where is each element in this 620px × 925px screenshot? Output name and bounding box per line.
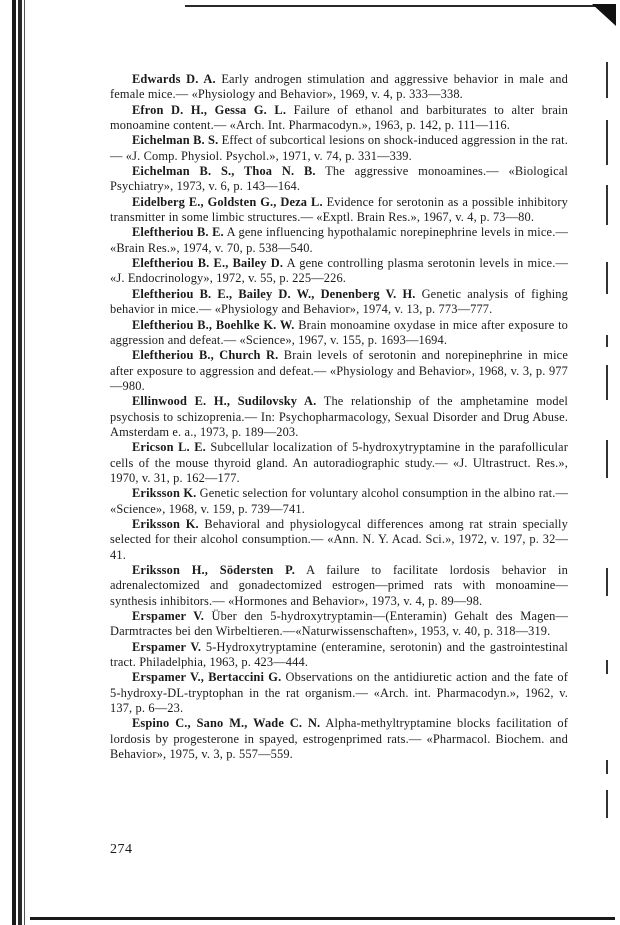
entry-text: The relationship of the amphetamine model psychosis to schizoprenia.— In: Psychopharmacology, Sexual Disorder and Drug Abuse. Amsterdam e. a., 1973, p. 189—203. <box>110 394 568 439</box>
margin-mark <box>606 120 608 165</box>
margin-mark <box>606 365 608 400</box>
margin-mark <box>606 760 608 774</box>
entry-text: Observations on the antidiuretic action and the fate of 5-hydroxy-DL-tryptophan in the rat organism.— «Arch. int. Pharmacodyn.», 1962, v. 137, p. 6—23. <box>110 670 568 716</box>
bibliography-entry <box>110 440 568 486</box>
bibliography-entry <box>110 195 568 226</box>
entry-author: Eriksson K. <box>132 516 199 531</box>
entry-author: Eriksson K. <box>132 486 197 501</box>
margin-mark <box>606 335 608 347</box>
entry-author: Eleftheriou B., Boehlke K. W. <box>132 317 295 332</box>
margin-mark <box>606 790 608 818</box>
entry-text: Failure of ethanol and barbiturates to alter brain monoamine content.— «Arch. Int. Pharmacodyn.», 1963, p. 142, p. 111—116. <box>110 102 568 133</box>
entry-author: Eleftheriou B. E., Bailey D. W., Denenberg V. H. <box>132 286 416 301</box>
entry-author: Eleftheriou B. E., Bailey D. <box>132 256 284 271</box>
bibliography-entry <box>110 670 568 716</box>
margin-mark <box>606 568 608 596</box>
bibliography-entry <box>110 609 568 640</box>
entry-author: Edwards D. A. <box>132 72 216 86</box>
entry-text: Brain monoamine oxydase in mice after exposure to aggression and defeat.— «Science», 1967, v. 155, p. 1693—1694. <box>110 317 569 347</box>
entry-text: A failure to facilitate lordosis behavior in adrenalectomized and gonadectomized estrogen—primed rats with monoamine—synthesis inhibitors.— «Hormones and Behavior», 1973, v. 4, p. 89—98. <box>110 563 568 608</box>
bibliography-entry <box>110 563 568 609</box>
entry-author: Espino C., Sano M., Wade C. N. <box>132 716 321 731</box>
bibliography-entry <box>110 103 568 134</box>
entry-author: Erspamer V. <box>132 609 205 624</box>
entry-text: Early androgen stimulation and aggressive behavior in male and female mice.— «Physiology and Behavior», 1969, v. 4, p. 333—338. <box>110 72 568 102</box>
bibliography-entry <box>110 716 568 762</box>
entry-author: Erspamer V. <box>132 639 202 654</box>
bibliography-entry <box>110 517 568 563</box>
bibliography-entry <box>110 640 568 671</box>
book-spine-shadow <box>0 0 30 925</box>
bibliography-entry <box>110 394 568 440</box>
entry-text: Genetic selection for voluntary alcohol consumption in the albino rat.— «Science», 1968, v. 159, p. 739—741. <box>110 486 568 516</box>
entry-author: Ericson L. E. <box>132 440 206 455</box>
entry-text: Brain levels of serotonin and norepinephrine in mice after exposure to aggression and defeat.— «Physiology and Behavior», 1968, v. 3, p. 977—980. <box>110 348 568 393</box>
bibliography-entry <box>110 256 568 287</box>
entry-text: Alpha-methyltryptamine blocks facilitation of lordosis by progesterone in spayed, estrogenprimed rats.— «Pharmacol. Biochem. and Behavior», 1975, v. 3, p. 557—559. <box>110 716 568 762</box>
entry-author: Eichelman B. S., Thoa N. B. <box>132 164 316 179</box>
bibliography-entry <box>110 486 568 517</box>
bibliography-entry <box>110 133 568 164</box>
bibliography-entry <box>110 164 568 195</box>
entry-author: Efron D. H., Gessa G. L. <box>132 102 287 117</box>
page-corner-shadow <box>592 4 616 26</box>
entry-author: Eleftheriou B., Church R. <box>132 348 279 363</box>
entry-author: Eichelman B. S. <box>132 133 219 148</box>
entry-text: 5-Hydroxytryptamine (enteramine, serotonin) and the gastrointestinal tract. Philadelphia, 1963, p. 423—444. <box>110 639 568 670</box>
margin-mark <box>606 440 608 478</box>
bibliography-list <box>110 72 568 762</box>
bibliography-entry <box>110 225 568 256</box>
entry-author: Erspamer V., Bertaccini G. <box>132 670 282 685</box>
entry-author: Ellinwood E. H., Sudilovsky A. <box>132 394 317 409</box>
page-number: 274 <box>110 842 133 857</box>
page-bottom-edge <box>30 917 615 920</box>
page-top-edge <box>185 5 605 7</box>
entry-text: The aggressive monoamines.— «Biological Psychiatry», 1973, v. 6, p. 143—164. <box>110 164 568 194</box>
entry-text: Evidence for serotonin as a possible inhibitory transmitter in some limbic structures.— «Exptl. Brain Res.», 1967, v. 4, p. 73—80. <box>110 194 568 225</box>
entry-text: A gene controlling plasma serotonin levels in mice.— «J. Endocrinology», 1972, v. 55, p. 225—226. <box>110 256 568 286</box>
margin-mark <box>606 185 608 225</box>
entry-text: Behavioral and physiologycal differences among rat strain specially selected for their alcohol consumption.— «Ann. N. Y. Acad. Sci.», 1972, v. 197, p. 32—41. <box>110 516 568 562</box>
entry-author: Eidelberg E., Goldsten G., Deza L. <box>132 194 323 209</box>
bibliography-entry <box>110 318 568 349</box>
bibliography-entry <box>110 348 568 394</box>
margin-mark <box>606 62 608 98</box>
entry-text: Effect of subcortical lesions on shock-induced aggression in the rat.— «J. Comp. Physiol. Psychol.», 1971, v. 74, p. 331—339. <box>110 133 568 163</box>
bibliography-entry <box>110 72 568 103</box>
bibliography-entry <box>110 287 568 318</box>
entry-text: A gene influencing hypothalamic norepinephrine levels in mice.— «Brain Res.», 1974, v. 70, p. 538—540. <box>110 225 568 255</box>
entry-author: Eleftheriou B. E. <box>132 225 224 240</box>
entry-author: Eriksson H., Södersten P. <box>132 563 296 577</box>
entry-text: Genetic analysis of fighing behavior in mice.— «Physiology and Behavior», 1974, v. 13, p. 773—777. <box>110 286 568 317</box>
margin-mark <box>606 660 608 674</box>
margin-mark <box>606 262 608 294</box>
entry-text: Über den 5-hydroxytryptamin—(Enteramin) Gehalt des Magen—Darmtractes bei den Wirbeltieren.—«Naturwissenschaften», 1953, v. 40, p. 318—319. <box>110 609 568 639</box>
entry-text: Subcellular localization of 5-hydroxytryptamine in the parafollicular cells of the mouse thyroid gland. An autoradiographic study.— «J. Ultrastruct. Res.», 1970, v. 31, p. 162—177. <box>110 440 568 485</box>
